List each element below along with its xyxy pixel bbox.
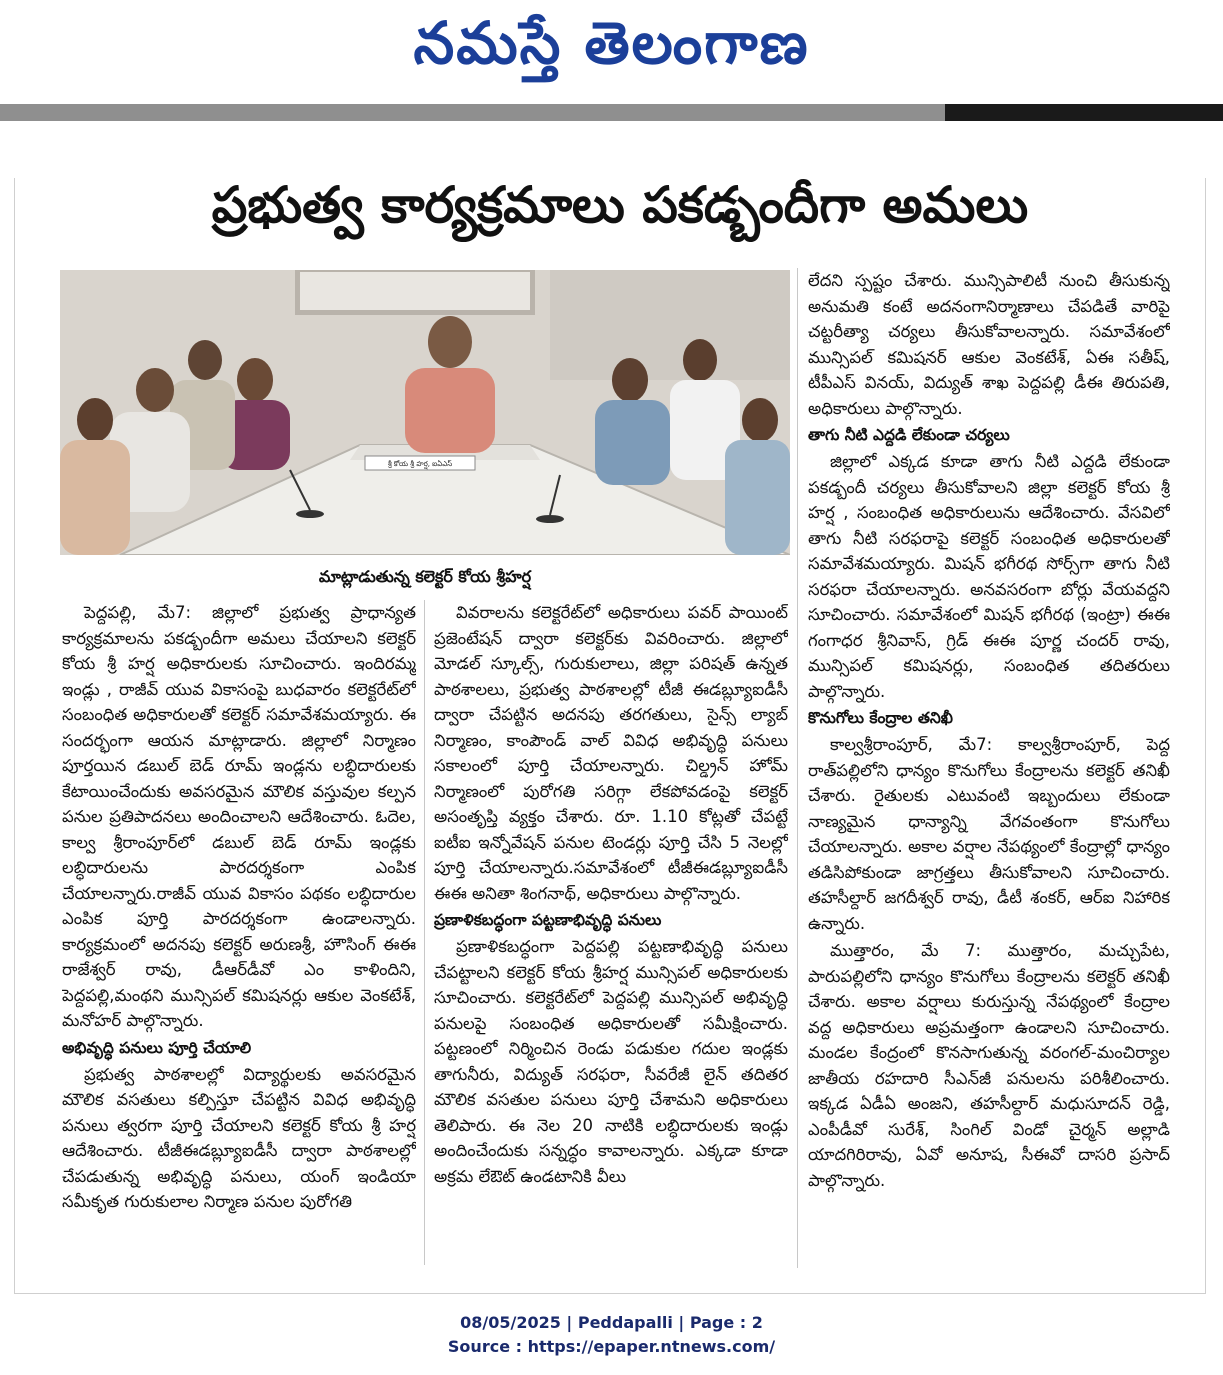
footer-source: Source : https://epaper.ntnews.com/ [447,1337,776,1356]
masthead-band-black [945,104,1223,121]
section-subheading: కొనుగోలు కేంద్రాల తనిఖీ [808,709,953,727]
section-subheading: తాగు నీటి ఎద్దడి లేకుండా చర్యలు [808,426,1010,444]
article-paragraph: ప్రభుత్వ పాఠశాలల్లో విద్యార్థులకు అవసరమైన మౌలిక వసతులు కల్పిస్తూ చేపట్టిన వివిధ అభివృద్ధి పనులు త్వరగా పూర్తి చేయాలని కలెక్టర్ కోయ శ్రీ హర్ష ఆదేశించారు. టీజీఈడబ్ల్యూఐడీసీ ద్వారా పాఠశాలల్లో చేపడుతున్న అభివృద్ధి పనులు, యంగ్ ఇండియా సమీకృత గురుకులాల నిర్మాణ పనుల పురోగతి [62,1064,416,1211]
article-paragraph: లేదని స్పష్టం చేశారు. మున్సిపాలిటీ నుంచి తీసుకున్న అనుమతి కంటే అదనంగానిర్మాణాలు చేపడితే వారిపై చట్టరీత్యా చర్యలు తీసుకోవాలన్నారు. సమావేశంలో మున్సిపల్ కమిషనర్ ఆకుల వెంకటేశ్, ఏఈ సతీష్, టీపీఎస్ వినయ్, విద్యుత్ శాఖ పెద్దపల్లి డీఈ తిరుపతి, అధికారులు పాల్గొన్నారు. [808,271,1170,418]
article-paragraph: ముత్తారం, మే 7: ముత్తారం, మచ్చుపేట, పారుపల్లిలోని ధాన్యం కొనుగోలు కేంద్రాలను కలెక్టర్ తనిఖీ చేశారు. అకాల వర్షాలు కురుస్తున్న నేపథ్యంలో కేంద్రాల వద్ద అధికారులు అప్రమత్తంగా ఉండాలని సూచించారు. మండల కేంద్రంలో కొనసాగుతున్న వరంగల్-మంచిర్యాల జాతీయ రహదారి సీఎన్‌జీ పనులను పరిశీలించారు. ఇక్కడ ఏడీఏ అంజని, తహసీల్దార్ మధుసూదన్ రెడ్డి, ఎంపీడీవో సురేశ్, సింగిల్ విండో చైర్మన్ అల్లాడి యాదగిరిరావు, ఏవో అనూష, సీఈవో దాసరి ప్రసాద్ పాల్గొన్నారు. [808,941,1170,1190]
article-paragraph: వివరాలను కలెక్టరేట్‌లో అధికారులు పవర్ పాయింట్ ప్రజెంటేషన్ ద్వారా కలెక్టర్‌కు వివరించారు. జిల్లాలో మోడల్ స్కూల్స్, గురుకులాలు, జిల్లా పరిషత్ ఉన్నత పాఠశాలలు, ప్రభుత్వ పాఠశాలల్లో టీజీ ఈడబ్ల్యూఐడీసీ ద్వారా చేపట్టిన అదనపు తరగతులు, సైన్స్ ల్యాబ్ నిర్మాణం, కాంపౌండ్ వాల్ వివిధ అభివృద్ధి పనులు సకాలంలో పూర్తి చేయాలన్నారు. చిల్డ్రన్ హోమ్ నిర్మాణంలో పురోగతి సరిగ్గా లేకపోవడంపై కలెక్టర్ అసంతృప్తి వ్యక్తం చేశారు. రూ. 1.10 కోట్లతో చేపట్టే ఐటీఐ ఇన్నోవేషన్ పనుల టెండర్లు పూర్తి చేసి 5 నెలల్లో పూర్తి చేయాలన్నారు.సమావేశంలో టీజీఈడబ్ల్యూఐడీసీ ఈఈ అనితా శింగనాథ్, అధికారులు పాల్గొన్నారు. [434,603,788,903]
column-divider-2 [797,268,798,1268]
article-paragraph: కాల్వశ్రీరాంపూర్, మే7: కాల్వశ్రీరాంపూర్, పెద్ద రాత్‌పల్లిలోని ధాన్యం కొనుగోలు కేంద్రాలను కలెక్టర్ తనిఖీ చేశారు. రైతులకు ఎటువంటి ఇబ్బందులు లేకుండా నాణ్యమైన ధాన్యాన్ని వేగవంతంగా కొనుగోలు చేయాలన్నారు. అకాల వర్షాల నేపథ్యంలో కేంద్రాల్లో ధాన్యం తడిసిపోకుండా జాగ్రత్తలు తీసుకోవాలని సూచించారు. తహసీల్దార్ జగదీశ్వర్ రావు, డీటీ శంకర్, ఆర్ఐ నిహారిక ఉన్నారు. [808,735,1170,933]
article-column-3 [808,268,1170,1268]
article-paragraph: ప్రణాళికబద్ధంగా పెద్దపల్లి పట్టణాభివృద్ధి పనులు చేపట్టాలని కలెక్టర్ కోయ శ్రీహర్ష మున్సిపల్ అధికారులకు సూచించారు. కలెక్టరేట్‌లో పెద్దపల్లి మున్సిపల్ అభివృద్ధి పనులపై సంబంధిత అధికారులతో సమీక్షించారు. పట్టణంలో నిర్మించిన రెండు పడుకుల గదుల ఇండ్లకు తాగునీరు, విద్యుత్ సరఫరా, సీవరేజీ లైన్ తదితర మౌలిక వసతుల పనులు పూర్తి చేశామని అధికారులు తెలిపారు. ఈ నెల 20 నాటికి లబ్ధిదారులకు ఇండ్లు అందించేందుకు సన్నద్ధం కావాలన్నారు. ఎక్కడా కూడా అక్రమ లేఔట్ ఉండటానికి వీలు [434,937,788,1186]
nameplate-text: శ్రీ కోయ శ్రీ హర్ష, ఐఏఎస్ [387,460,453,468]
section-subheading: అభివృద్ధి పనులు పూర్తి చేయాలి [62,1038,252,1057]
column-divider-1 [424,600,425,1265]
meeting-photo-illustration [60,270,790,555]
footer-date-edition: 08/05/2025 | Peddapalli | Page : 2 [460,1313,763,1332]
article-paragraph: జిల్లాలో ఎక్కడ కూడా తాగు నీటి ఎద్దడి లేకుండా పకడ్బందీ చర్యలు తీసుకోవాలని జిల్లా కలెక్టర్ కోయ శ్రీ హర్ష , సంబంధిత అధికారులును ఆదేశించారు. వేసవిలో తాగు నీటి సరఫరాపై కలెక్టర్ సంబంధిత అధికారులతో సమావేశమయ్యారు. మిషన్ భగీరథ సోర్స్‌గా తాగు నీటి సరఫరా చేయాలన్నారు. అనవసరంగా బోర్లు వేయవద్దని సూచించారు. సమావేశంలో మిషన్ భగీరథ (ఇంట్రా) ఈఈ గంగాధర శ్రీనివాస్, గ్రిడ్ ఈఈ పూర్ణ చందర్ రావు, మున్సిపల్ కమిషనర్లు, సంబంధిత తదితరులు పాల్గొన్నారు. [808,452,1170,701]
article-column-2 [434,600,788,1191]
article-headline: ప్రభుత్వ కార్యక్రమాలు పకడ్బందీగా అమలు [211,176,1029,234]
article-column-1 [62,600,416,1217]
masthead-band-gray [0,104,945,121]
article-paragraph: పెద్దపల్లి, మే7: జిల్లాలో ప్రభుత్వ ప్రాధాన్యత కార్యక్రమాలను పకడ్బందీగా అమలు చేయాలని కలెక్టర్ కోయ శ్రీ హర్ష అధికారులకు సూచించారు. ఇందిరమ్మ ఇండ్లు , రాజీవ్ యువ వికాసంపై బుధవారం కలెక్టరేట్‌లో సంబంధిత అధికారులతో కలెక్టర్ సమావేశమయ్యారు. ఈ సందర్భంగా ఆయన మాట్లాడారు. జిల్లాలో నిర్మాణం పూర్తయిన డబుల్ బెడ్ రూమ్ ఇండ్లను లబ్ధిదారులకు కేటాయించేందుకు అవసరమైన మౌలిక వస్తువుల కల్పన పనుల ప్రతిపాదనలు అందించాలని ఆదేశించారు. ఓదెల, కాల్వ శ్రీరాంపూర్‌లో డబుల్ బెడ్ రూమ్ ఇండ్లకు లబ్ధిదారులను పారదర్శకంగా ఎంపిక చేయాలన్నారు.రాజీవ్ యువ వికాసం పథకం లబ్ధిదారుల ఎంపిక పూర్తి పారదర్శకంగా ఉండాలన్నారు. కార్యక్రమంలో అదనపు కలెక్టర్ అరుణశ్రీ, హౌసింగ్ ఈఈ రాజేశ్వర్ రావు, డీఆర్‌డీవో ఎం కాళిందిని, పెద్దపల్లి,మంథని మున్సిపల్ కమిషనర్లు ఆకుల వెంకటేశ్, మనోహర్ పాల్గొన్నారు. [62,603,416,1030]
meeting-photo [60,270,790,555]
newspaper-logo: నమస్తే తెలంగాణ [413,9,810,77]
section-subheading: ప్రణాళికబద్ధంగా పట్టణాభివృద్ధి పనులు [434,911,662,929]
photo-caption: మాట్లాడుతున్న కలెక్టర్ కోయ శ్రీహర్ష [318,567,532,586]
masthead [0,0,1223,100]
